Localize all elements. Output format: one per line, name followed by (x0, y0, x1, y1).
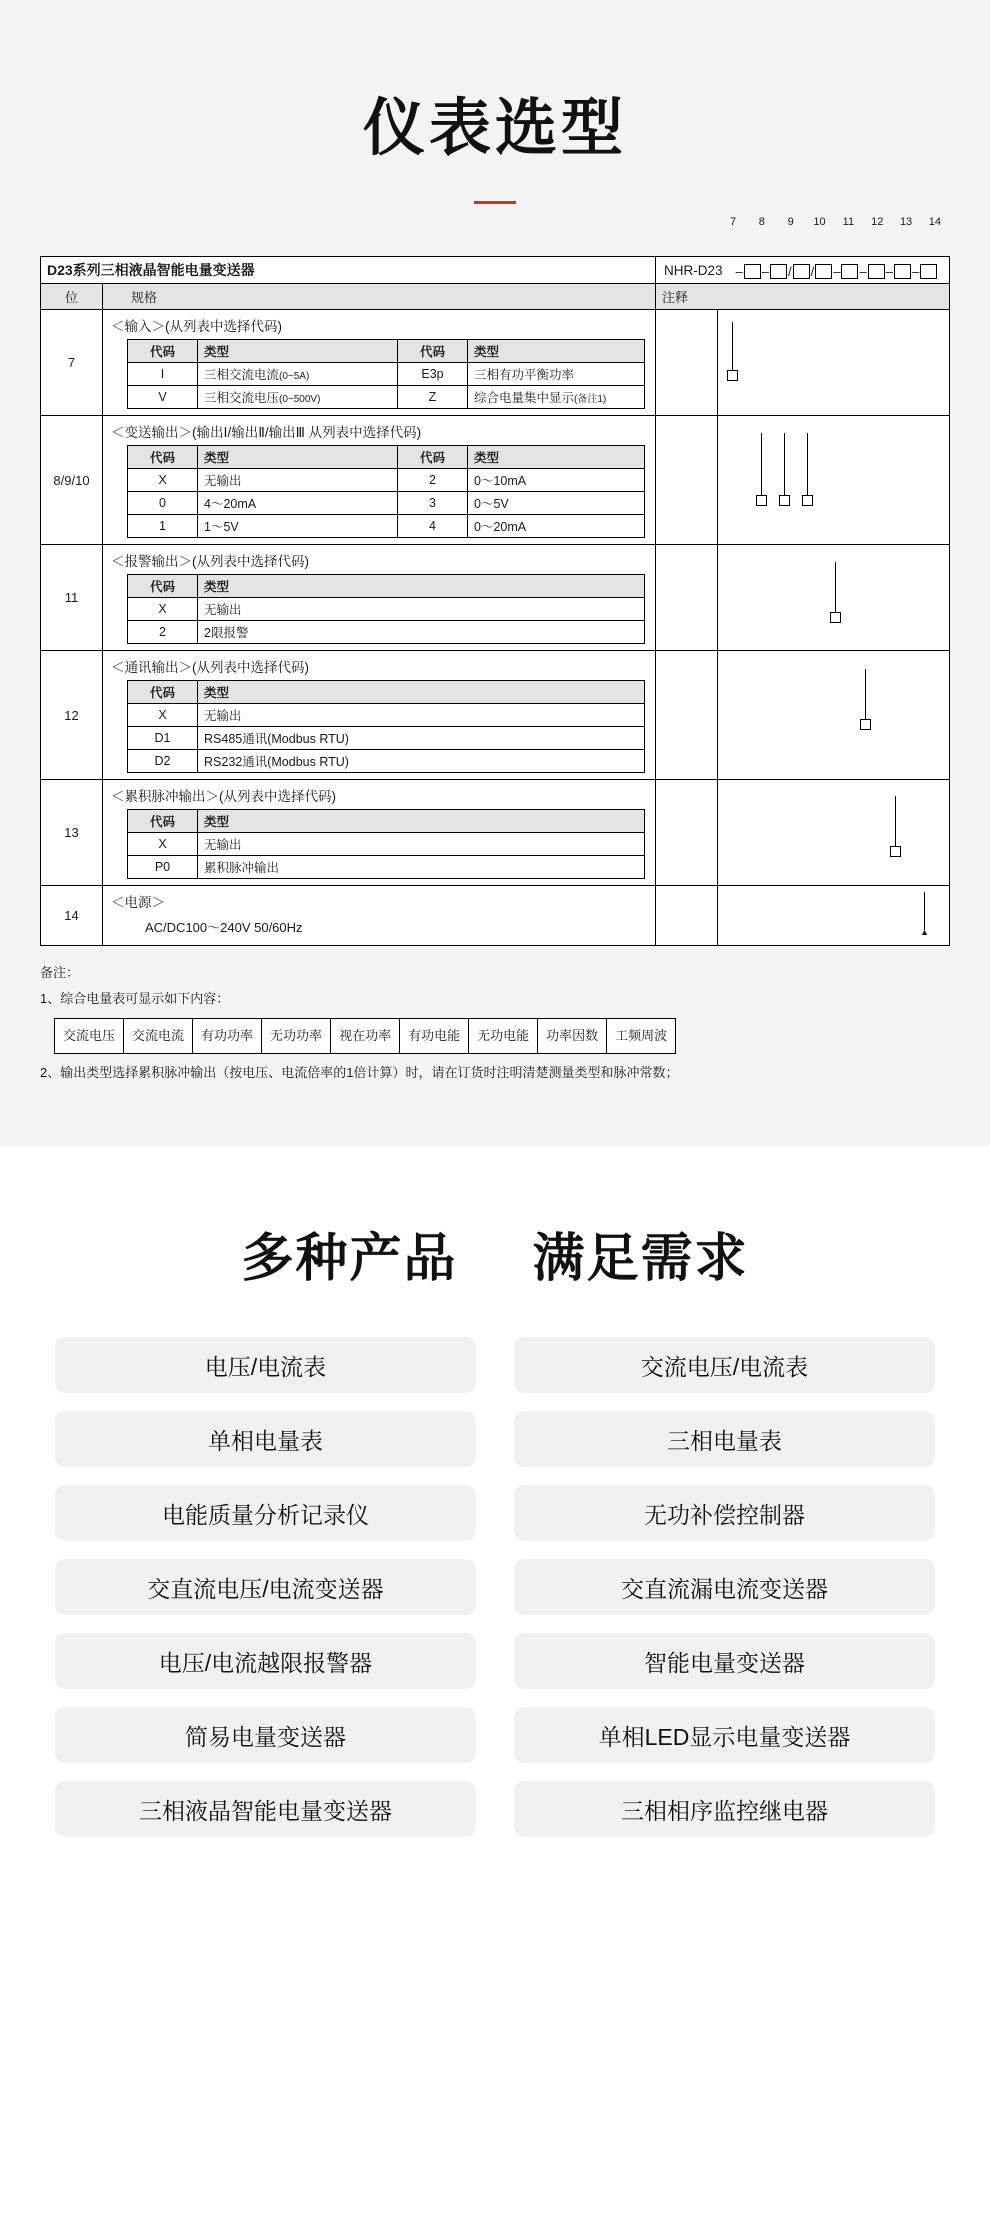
code-number: 13 (899, 216, 913, 228)
option-type-text: 三相交流电流 (204, 368, 280, 382)
table-row-model (41, 257, 950, 284)
table-row-pos-8-9-10 (41, 416, 950, 545)
header-type: 类型 (198, 575, 645, 598)
product-item[interactable]: 三相相序监控继电器 (514, 1781, 935, 1837)
pos-value: 12 (41, 651, 103, 780)
option-code: 2 (398, 469, 468, 492)
option-code: V (128, 386, 198, 409)
product-item[interactable]: 电压/电流越限报警器 (55, 1633, 476, 1689)
table-header-row (128, 810, 645, 833)
table-header-row (128, 681, 645, 704)
leader-line (761, 433, 762, 495)
leader-marker-11 (830, 612, 841, 623)
transmit-output-options-table (127, 445, 645, 538)
spec-cell-power (103, 886, 656, 946)
header-code: 代码 (128, 446, 198, 469)
option-code: D1 (128, 727, 198, 750)
pulse-output-options-table (127, 809, 645, 879)
note-cell (656, 416, 718, 545)
table-row-pos-11 (41, 545, 950, 651)
leader-diagram-7 (718, 310, 950, 416)
option-type-text: 三相交流电压 (204, 391, 280, 405)
option-type: 三相有功平衡功率 (468, 363, 645, 386)
leader-marker-13 (890, 846, 901, 857)
products-title-left: 多种产品 (241, 1230, 458, 1288)
spec-cell-transmit-output (103, 416, 656, 545)
option-type: 无输出 (198, 833, 645, 856)
leader-line (865, 669, 866, 719)
option-type: 2限报警 (198, 621, 645, 644)
display-item: 无功电能 (469, 1019, 538, 1054)
product-item[interactable]: 交直流电压/电流变送器 (55, 1559, 476, 1615)
leader-line (924, 892, 925, 930)
product-item[interactable]: 电压/电流表 (55, 1337, 476, 1393)
code-box-10 (815, 264, 832, 279)
code-box-9 (793, 264, 810, 279)
display-item: 功率因数 (538, 1019, 607, 1054)
option-type (198, 363, 398, 386)
product-item[interactable]: 无功补偿控制器 (514, 1485, 935, 1541)
spec-cell-input (103, 310, 656, 416)
product-item[interactable]: 三相电量表 (514, 1411, 935, 1467)
group-title: ＜报警输出＞(从列表中选择代码) (111, 554, 309, 569)
leader-line (732, 322, 733, 370)
col-header-spec: 规格 (103, 284, 656, 310)
table-row (128, 598, 645, 621)
option-code: X (128, 598, 198, 621)
table-row (128, 856, 645, 879)
header-code: 代码 (128, 681, 198, 704)
option-subnote: (0~5A) (279, 371, 310, 382)
leader-diagram-14 (718, 886, 950, 946)
display-item: 有功电能 (400, 1019, 469, 1054)
page-title: 仪表选型 (362, 94, 627, 163)
leader-line (807, 433, 808, 495)
option-type: 无输出 (198, 469, 398, 492)
option-code: 0 (128, 492, 198, 515)
table-header-row (128, 446, 645, 469)
code-box-12 (868, 264, 885, 279)
option-type: 0～5V (468, 492, 645, 515)
option-subnote: (备注1) (574, 394, 607, 405)
group-title: ＜输入＞(从列表中选择代码) (111, 319, 282, 334)
code-number: 10 (813, 216, 826, 228)
leader-marker-7 (727, 370, 738, 381)
product-item[interactable]: 三相液晶智能电量变送器 (55, 1781, 476, 1837)
selection-table-wrapper (40, 216, 950, 946)
option-type: 0～20mA (468, 515, 645, 538)
code-number: 11 (842, 216, 855, 228)
leader-line (784, 433, 785, 495)
display-item: 无功功率 (262, 1019, 331, 1054)
header-code: 代码 (398, 340, 468, 363)
code-number: 12 (871, 216, 884, 228)
option-code: I (128, 363, 198, 386)
group-title: ＜变送输出＞(输出Ⅰ/输出Ⅱ/输出Ⅲ 从列表中选择代码) (111, 425, 422, 440)
display-item: 视在功率 (331, 1019, 400, 1054)
note-cell (656, 545, 718, 651)
col-header-note: 注释 (656, 284, 950, 310)
product-item[interactable]: 智能电量变送器 (514, 1633, 935, 1689)
spec-cell-comm-output (103, 651, 656, 780)
option-code: E3p (398, 363, 468, 386)
product-item[interactable]: 简易电量变送器 (55, 1707, 476, 1763)
option-subnote: (0~500V) (279, 394, 321, 405)
leader-diagram-11 (718, 545, 950, 651)
model-code-boxes: – – / / – – – – (733, 264, 938, 279)
pos-value: 7 (41, 310, 103, 416)
comm-output-options-table (127, 680, 645, 773)
option-type (198, 386, 398, 409)
product-item[interactable]: 单相LED显示电量变送器 (514, 1707, 935, 1763)
product-item[interactable]: 交直流漏电流变送器 (514, 1559, 935, 1615)
option-type (468, 386, 645, 409)
leader-marker-12 (860, 719, 871, 730)
table-row-pos-12 (41, 651, 950, 780)
code-box-7 (744, 264, 761, 279)
products-title (0, 1216, 990, 1291)
pos-value: 11 (41, 545, 103, 651)
products-title-right: 满足需求 (532, 1230, 749, 1288)
remarks-block (40, 960, 950, 1086)
table-row (128, 363, 645, 386)
option-type: RS485通讯(Modbus RTU) (198, 727, 645, 750)
power-spec-text: AC/DC100～240V 50/60Hz (145, 920, 303, 935)
header-type: 类型 (198, 340, 398, 363)
model-code-line (718, 216, 950, 256)
remarks-label: 备注： (40, 965, 80, 980)
code-number-row (718, 216, 950, 228)
display-item: 交流电压 (55, 1019, 124, 1054)
code-box-13 (894, 264, 911, 279)
alarm-output-options-table (127, 574, 645, 644)
product-item[interactable]: 交流电压/电流表 (514, 1337, 935, 1393)
code-box-14 (920, 264, 937, 279)
header-code: 代码 (398, 446, 468, 469)
leader-marker-9 (779, 495, 790, 506)
group-title: ＜通讯输出＞(从列表中选择代码) (111, 660, 309, 675)
pos-value: 13 (41, 780, 103, 886)
header-type: 类型 (198, 681, 645, 704)
leader-arrow-14: ▲ (920, 926, 929, 937)
note-cell (656, 310, 718, 416)
pos-value: 8/9/10 (41, 416, 103, 545)
table-row (128, 704, 645, 727)
table-row-pos-7 (41, 310, 950, 416)
table-header-row (128, 340, 645, 363)
products-section (0, 1146, 990, 1901)
header-type: 类型 (198, 446, 398, 469)
header-code: 代码 (128, 575, 198, 598)
leader-marker-8 (756, 495, 767, 506)
leader-diagram-13 (718, 780, 950, 886)
col-header-pos: 位 (41, 284, 103, 310)
products-grid (55, 1337, 935, 1837)
option-type-text: 综合电量集中显示 (474, 391, 575, 405)
display-contents-table (54, 1018, 676, 1054)
table-row (128, 621, 645, 644)
option-code: P0 (128, 856, 198, 879)
display-item: 交流电流 (124, 1019, 193, 1054)
remark-1: 1、综合电量表可显示如下内容： (40, 991, 230, 1006)
table-row (128, 833, 645, 856)
code-box-8 (770, 264, 787, 279)
table-header-row (41, 284, 950, 310)
table-row (128, 469, 645, 492)
table-row (128, 750, 645, 773)
option-type: 0～10mA (468, 469, 645, 492)
option-type: RS232通讯(Modbus RTU) (198, 750, 645, 773)
model-code: NHR-D23 (664, 262, 723, 278)
option-code: D2 (128, 750, 198, 773)
option-code: 1 (128, 515, 198, 538)
code-number: 8 (758, 216, 765, 228)
input-options-table (127, 339, 645, 409)
model-name: D23系列三相液晶智能电量变送器 (41, 257, 656, 284)
product-item[interactable]: 单相电量表 (55, 1411, 476, 1467)
leader-diagram-12 (718, 651, 950, 780)
code-number: 14 (928, 216, 942, 228)
leader-line (835, 562, 836, 612)
header-type: 类型 (468, 340, 645, 363)
spec-cell-alarm-output (103, 545, 656, 651)
option-code: 3 (398, 492, 468, 515)
header-type: 类型 (468, 446, 645, 469)
note-cell (656, 780, 718, 886)
display-item: 有功功率 (193, 1019, 262, 1054)
option-code: 2 (128, 621, 198, 644)
option-code: X (128, 469, 198, 492)
table-row (128, 727, 645, 750)
option-code: 4 (398, 515, 468, 538)
table-row (55, 1019, 676, 1054)
display-item: 工频周波 (607, 1019, 676, 1054)
group-title: ＜累积脉冲输出＞(从列表中选择代码) (111, 789, 336, 804)
option-code: X (128, 833, 198, 856)
code-number: 7 (729, 216, 737, 228)
pos-value: 14 (41, 886, 103, 946)
leader-line (895, 796, 896, 846)
spec-cell-pulse-output (103, 780, 656, 886)
leader-diagram-8-9-10 (718, 416, 950, 545)
note-cell (656, 886, 718, 946)
option-type: 无输出 (198, 704, 645, 727)
option-type: 1～5V (198, 515, 398, 538)
header-type: 类型 (198, 810, 645, 833)
selection-table (40, 256, 950, 946)
table-row-pos-14 (41, 886, 950, 946)
option-type: 累积脉冲输出 (198, 856, 645, 879)
header-code: 代码 (128, 340, 198, 363)
table-header-row (128, 575, 645, 598)
remark-2: 2、输出类型选择累积脉冲输出（按电压、电流倍率的1倍计算）时，请在订货时注明清楚测量类型和脉冲常数； (40, 1065, 679, 1080)
table-row-pos-13 (41, 780, 950, 886)
option-code: X (128, 704, 198, 727)
option-code: Z (398, 386, 468, 409)
header-code: 代码 (128, 810, 198, 833)
table-row (128, 492, 645, 515)
leader-marker-10 (802, 495, 813, 506)
group-title: ＜电源＞ (111, 895, 165, 910)
option-type: 4～20mA (198, 492, 398, 515)
code-box-11 (841, 264, 858, 279)
option-type: 无输出 (198, 598, 645, 621)
table-row (128, 515, 645, 538)
note-cell (656, 651, 718, 780)
product-item[interactable]: 电能质量分析记录仪 (55, 1485, 476, 1541)
table-row (128, 386, 645, 409)
code-number: 9 (787, 216, 794, 228)
title-divider (474, 201, 516, 204)
